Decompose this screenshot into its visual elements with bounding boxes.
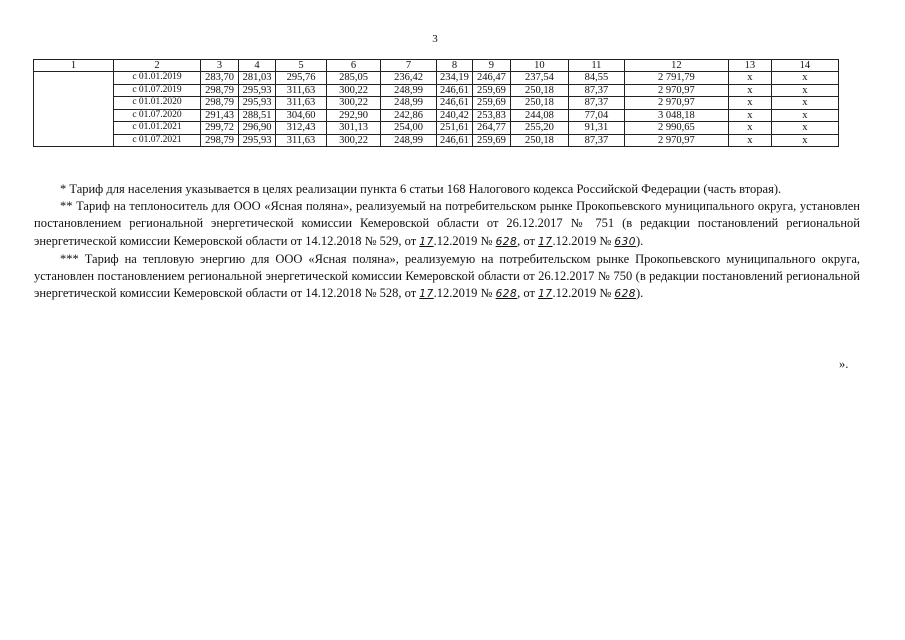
table-cell: 283,70 [201, 72, 239, 85]
footnote-heat-energy: *** Тариф на тепловую энергию для ООО «Ясная поляна», реализуемую на потребительском рынке Прокопьевского муниципального округа, установлен постановлением региональной энергетической комиссии Кемеровской области от 26.12.2017 № 750 (в редакции постановлений региональной энергетической комиссии Кемеровской области от 14.12.2018 № 528, от 17.12.2019 № 628, от 17.12.2019 № 628). [34, 251, 860, 301]
table-cell-date: с 01.07.2021 [114, 134, 201, 147]
table-cell: 250,18 [510, 84, 568, 97]
table-header-cell: 10 [510, 60, 568, 72]
table-cell: 300,22 [327, 84, 381, 97]
handwritten-number: 628 [495, 288, 518, 301]
table-row [34, 122, 839, 135]
table-cell-date: с 01.01.2020 [114, 97, 201, 110]
tariff-table [33, 59, 839, 147]
table-cell: 298,79 [201, 84, 239, 97]
table-header-cell: 7 [381, 60, 437, 72]
table-row [34, 134, 839, 147]
table-header-cell: 9 [472, 60, 510, 72]
handwritten-number: 628 [614, 288, 636, 301]
table-cell: 255,20 [510, 122, 568, 135]
table-header-cell: 5 [276, 60, 327, 72]
handwritten-number: 628 [495, 235, 518, 248]
table-cell: 264,77 [472, 122, 510, 135]
table-cell: 234,19 [437, 72, 473, 85]
footnotes [34, 181, 860, 303]
table-cell: 304,60 [276, 109, 327, 122]
table-cell: 87,37 [568, 97, 624, 110]
table-cell: 253,83 [472, 109, 510, 122]
table-cell: 311,63 [276, 97, 327, 110]
table-cell: 87,37 [568, 134, 624, 147]
table-cell: х [771, 122, 838, 135]
table-cell: 295,93 [239, 97, 276, 110]
closing-quote: ». [839, 357, 849, 371]
table-cell-date: с 01.07.2020 [114, 109, 201, 122]
table-header-row [34, 60, 839, 72]
table-cell: 246,61 [437, 97, 473, 110]
table-cell: 237,54 [510, 72, 568, 85]
handwritten-day: 17 [419, 235, 434, 248]
table-cell: 259,69 [472, 134, 510, 147]
table-header-cell: 6 [327, 60, 381, 72]
table-cell: 2 990,65 [624, 122, 728, 135]
table-cell: 299,72 [201, 122, 239, 135]
table-cell: х [771, 84, 838, 97]
table-cell: 244,08 [510, 109, 568, 122]
table-cell: х [728, 134, 771, 147]
table-cell: 259,69 [472, 84, 510, 97]
table-header-cell: 4 [239, 60, 276, 72]
table-cell-date: с 01.01.2019 [114, 72, 201, 85]
handwritten-day: 17 [419, 288, 434, 301]
table-header-cell: 2 [114, 60, 201, 72]
table-header-cell: 12 [624, 60, 728, 72]
table-row [34, 109, 839, 122]
table-cell: х [771, 97, 838, 110]
table-header-cell: 8 [437, 60, 473, 72]
table-cell: 295,93 [239, 84, 276, 97]
table-header-cell: 13 [728, 60, 771, 72]
table-cell: 2 970,97 [624, 97, 728, 110]
table-cell: 298,79 [201, 134, 239, 147]
table-cell: 236,42 [381, 72, 437, 85]
table-cell: 248,99 [381, 97, 437, 110]
footnote-heat-carrier: ** Тариф на теплоноситель для ООО «Ясная поляна», реализуемый на потребительском рынке Прокопьевского муниципального округа, установлен постановлением региональной энергетической комиссии Кемеровской области от 26.12.2017 № 751 (в редакции постановлений региональной энергетической комиссии Кемеровской области от 14.12.2018 № 529, от 17.12.2019 № 628, от 17.12.2019 № 630). [34, 199, 860, 248]
table-cell: 298,79 [201, 97, 239, 110]
table-header-cell: 3 [201, 60, 239, 72]
table-cell: 2 791,79 [624, 72, 728, 85]
table-cell: 292,90 [327, 109, 381, 122]
table-cell: х [728, 97, 771, 110]
table-cell: 311,63 [276, 84, 327, 97]
table-row [34, 97, 839, 110]
table-cell: 240,42 [437, 109, 473, 122]
table-cell: 291,43 [201, 109, 239, 122]
table-cell: х [728, 72, 771, 85]
table-cell: 91,31 [568, 122, 624, 135]
table-cell: х [771, 109, 838, 122]
table-cell: 296,90 [239, 122, 276, 135]
table-cell: х [728, 84, 771, 97]
table-cell: х [771, 134, 838, 147]
table-cell: 285,05 [327, 72, 381, 85]
table-cell: 300,22 [327, 134, 381, 147]
table-cell: 77,04 [568, 109, 624, 122]
table-cell: 84,55 [568, 72, 624, 85]
table-cell: 248,99 [381, 134, 437, 147]
table-cell: 246,47 [472, 72, 510, 85]
table-cell: 3 048,18 [624, 109, 728, 122]
table-cell: 246,61 [437, 84, 473, 97]
table-cell: 295,93 [239, 134, 276, 147]
table-cell: 301,13 [327, 122, 381, 135]
table-cell: 2 970,97 [624, 134, 728, 147]
table-cell: 251,61 [437, 122, 473, 135]
table-cell-date: с 01.01.2021 [114, 122, 201, 135]
table-cell: 288,51 [239, 109, 276, 122]
table-cell: х [771, 72, 838, 85]
table-cell: 87,37 [568, 84, 624, 97]
table-cell: 281,03 [239, 72, 276, 85]
footnote-vat: * Тариф для населения указывается в целях реализации пункта 6 статьи 168 Налогового кодекса Российской Федерации (часть вторая). [60, 182, 782, 196]
table-cell: х [728, 122, 771, 135]
table-cell: 250,18 [510, 134, 568, 147]
table-cell: 311,63 [276, 134, 327, 147]
handwritten-day: 17 [538, 235, 553, 248]
table-cell: 242,86 [381, 109, 437, 122]
table-row [34, 72, 839, 85]
table-header-cell: 11 [568, 60, 624, 72]
handwritten-number: 630 [614, 235, 636, 248]
table-header-cell: 14 [771, 60, 838, 72]
table-cell: 259,69 [472, 97, 510, 110]
table-cell: 248,99 [381, 84, 437, 97]
table-cell-empty [34, 72, 114, 147]
table-cell-date: с 01.07.2019 [114, 84, 201, 97]
table-header-cell: 1 [34, 60, 114, 72]
table-cell: 295,76 [276, 72, 327, 85]
page-number: 3 [432, 33, 438, 45]
table-cell: 2 970,97 [624, 84, 728, 97]
handwritten-day: 17 [538, 288, 553, 301]
table-cell: х [728, 109, 771, 122]
table-cell: 300,22 [327, 97, 381, 110]
table-cell: 312,43 [276, 122, 327, 135]
table-cell: 250,18 [510, 97, 568, 110]
table-row [34, 84, 839, 97]
table-cell: 254,00 [381, 122, 437, 135]
table-cell: 246,61 [437, 134, 473, 147]
